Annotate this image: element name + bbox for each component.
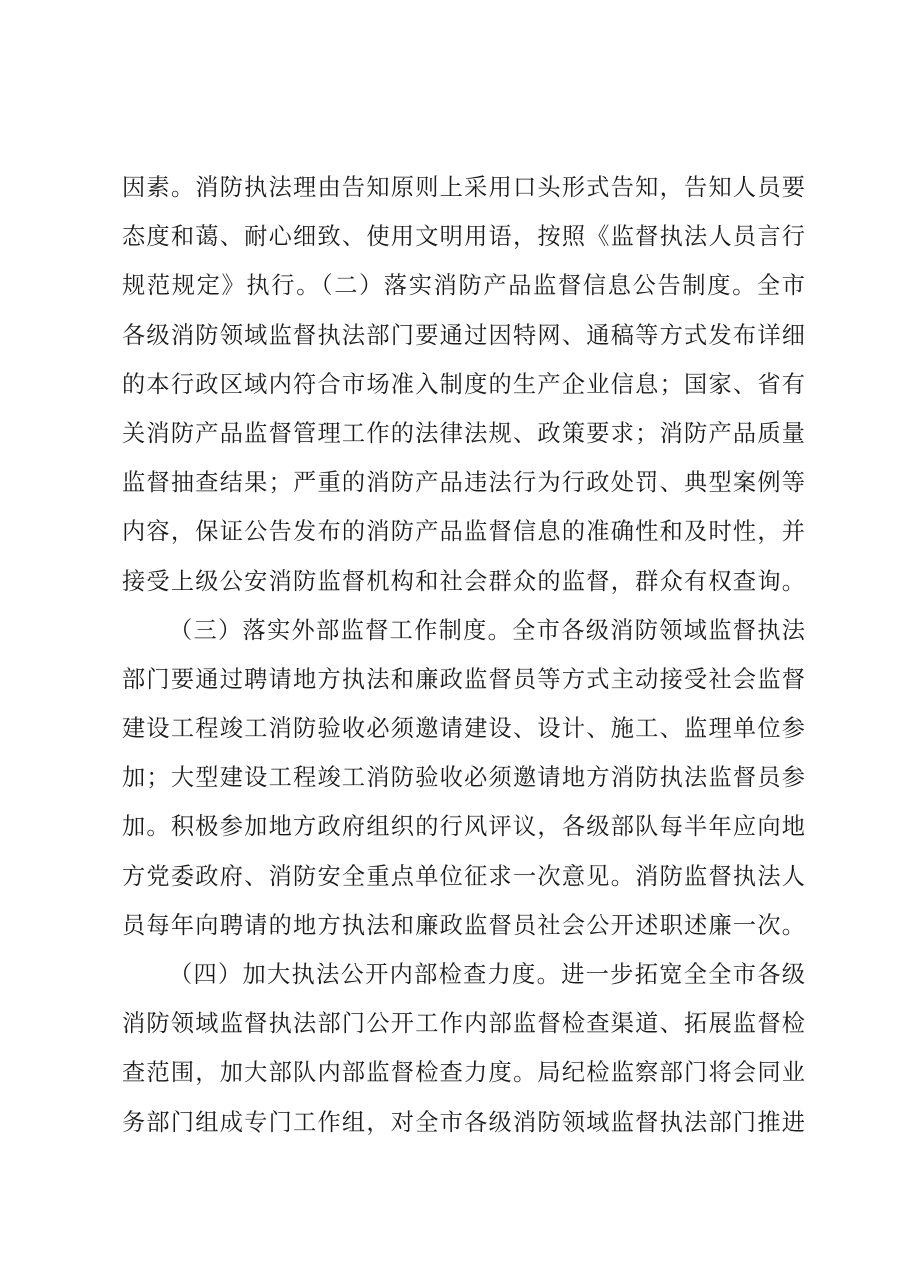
text-line: 监督抽查结果；严重的消防产品违法行为行政处罚、典型案例等 — [122, 469, 805, 497]
text-line: 查范围，加大部队内部监督检查力度。局纪检监察部门将会同业 — [122, 1059, 805, 1087]
text-line: 因素。消防执法理由告知原则上采用口头形式告知，告知人员要 — [122, 174, 805, 201]
text-line: 接受上级公安消防监督机构和社会群众的监督，群众有权查询。 — [122, 567, 805, 595]
text-line: 内容，保证公告发布的消防产品监督信息的准确性和及时性，并 — [122, 518, 805, 546]
paragraph-start-line: （四）加大执法公开内部检查力度。进一步拓宽全全市各级 — [169, 961, 805, 988]
text-line: 方党委政府、消防安全重点单位征求一次意见。消防监督执法人 — [122, 862, 805, 890]
text-line: 规范规定》执行。（二）落实消防产品监督信息公告制度。全市 — [122, 272, 805, 300]
text-line: 建设工程竣工消防验收必须邀请建设、设计、施工、监理单位参 — [122, 715, 805, 743]
text-line: 消防领域监督执法部门公开工作内部监督检查渠道、拓展监督检 — [122, 1010, 805, 1038]
text-line: 加。积极参加地方政府组织的行风评议，各级部队每半年应向地 — [122, 813, 805, 841]
text-line: 部门要通过聘请地方执法和廉政监督员等方式主动接受社会监督 — [122, 665, 805, 693]
text-line: 加；大型建设工程竣工消防验收必须邀请地方消防执法监督员参 — [122, 764, 805, 792]
text-line: 各级消防领域监督执法部门要通过因特网、通稿等方式发布详细 — [122, 321, 805, 349]
paragraph-start-line: （三）落实外部监督工作制度。全市各级消防领域监督执法 — [169, 616, 805, 644]
text-line: 态度和蔼、耐心细致、使用文明用语，按照《监督执法人员言行 — [122, 223, 805, 251]
text-line: 员每年向聘请的地方执法和廉政监督员社会公开述职述廉一次。 — [122, 911, 805, 939]
text-line: 关消防产品监督管理工作的法律法规、政策要求；消防产品质量 — [122, 419, 805, 447]
text-line: 务部门组成专门工作组，对全市各级消防领域监督执法部门推进 — [122, 1108, 805, 1136]
document-body — [122, 163, 805, 1147]
text-line: 的本行政区域内符合市场准入制度的生产企业信息；国家、省有 — [122, 370, 805, 398]
